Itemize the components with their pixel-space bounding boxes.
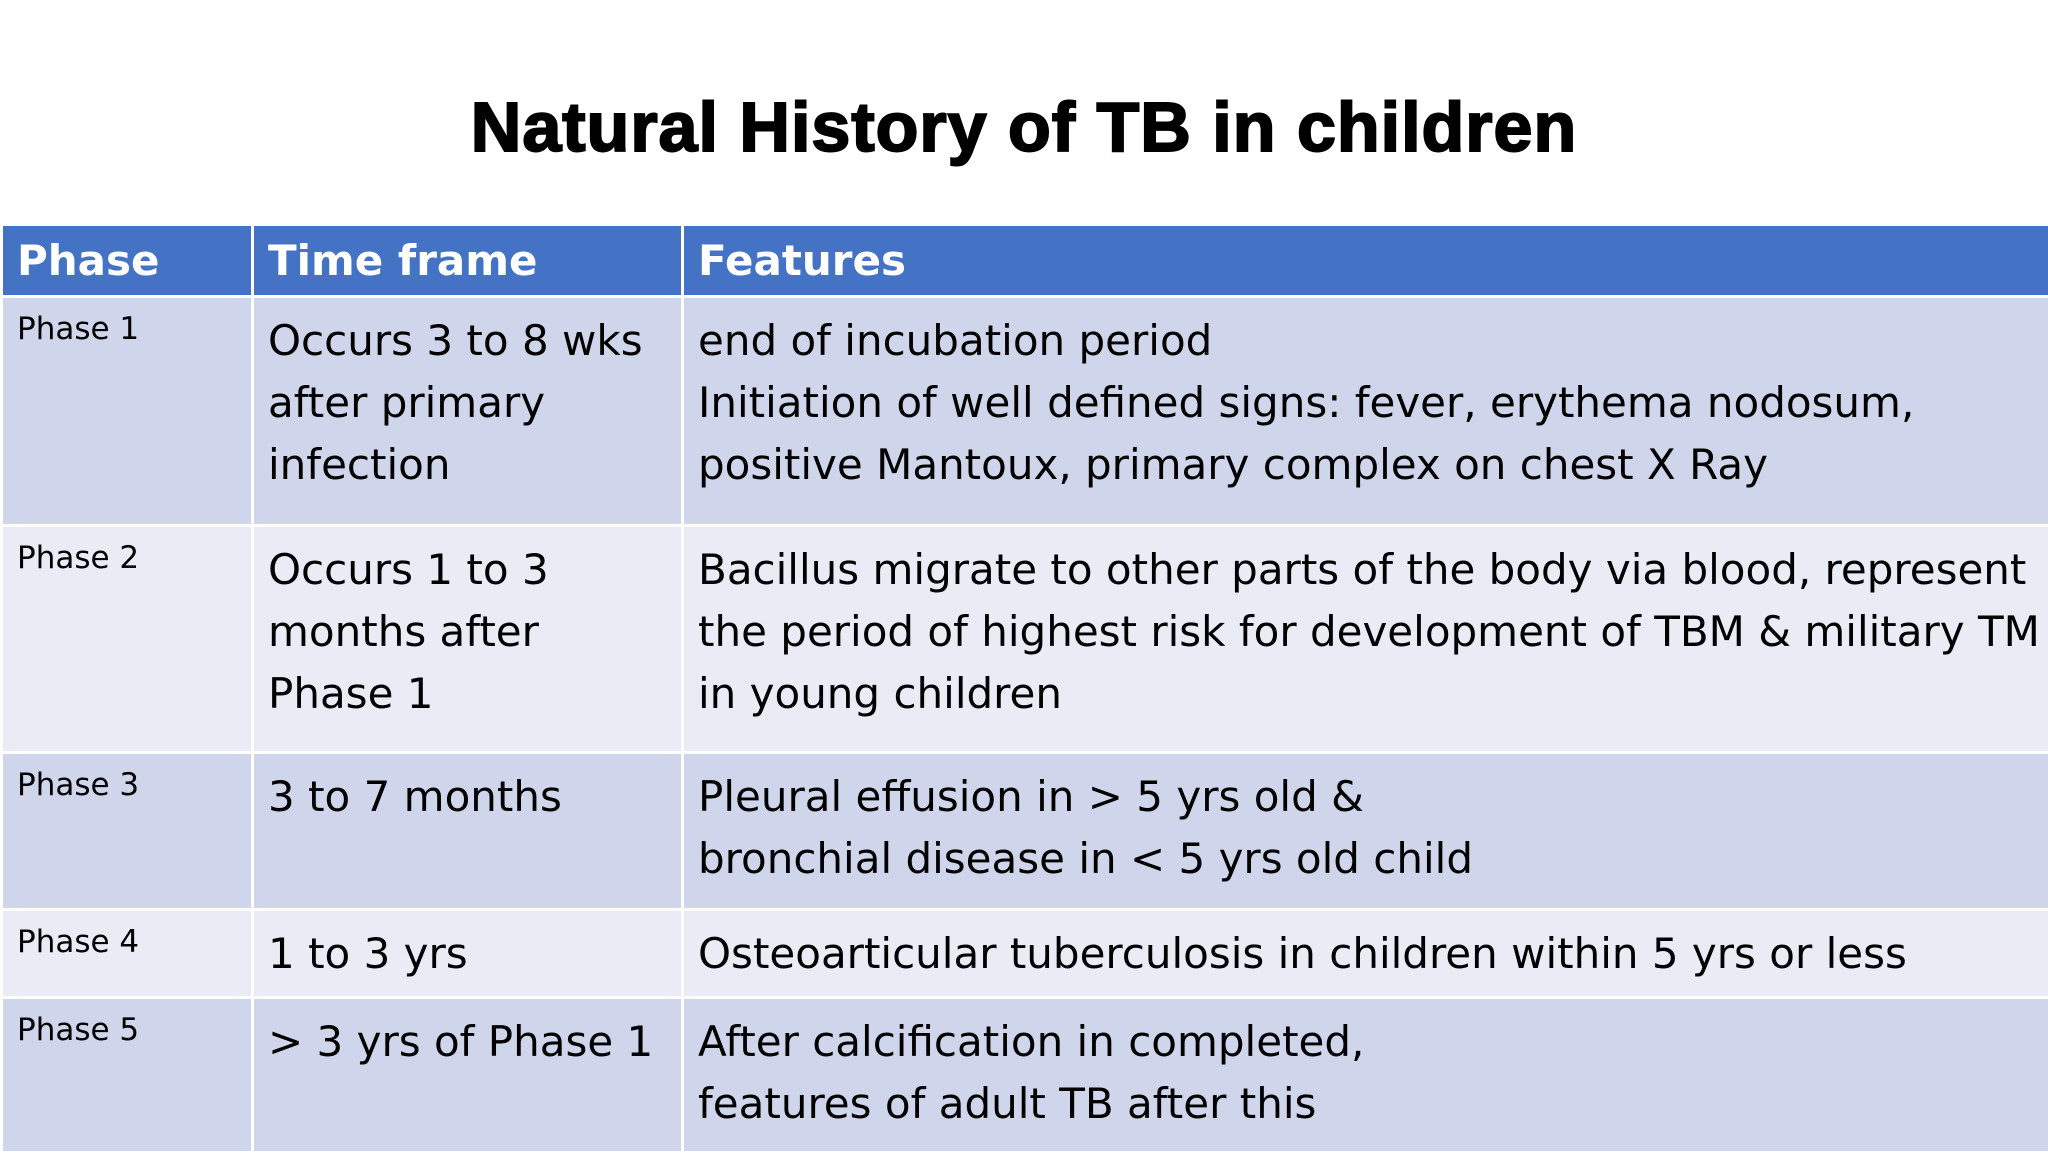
- time-frame-line: Phase 1: [268, 663, 667, 725]
- header-phase: Phase: [2, 225, 253, 297]
- features-cell: [683, 998, 2048, 1153]
- features-line: Initiation of well defined signs: fever, erythema nodosum,: [698, 372, 2034, 434]
- time-frame-line: Occurs 3 to 8 wks: [268, 310, 667, 372]
- phase-cell: Phase 3: [2, 753, 253, 910]
- time-frame-cell: [253, 526, 683, 753]
- table-row: [2, 297, 2048, 526]
- time-frame-cell: [253, 297, 683, 526]
- time-frame-line: after primary: [268, 372, 667, 434]
- features-line: features of adult TB after this: [698, 1073, 2034, 1135]
- features-line: end of incubation period: [698, 310, 2034, 372]
- time-frame-line: months after: [268, 601, 667, 663]
- table-row: [2, 910, 2048, 998]
- features-cell: [683, 910, 2048, 998]
- time-frame-line: infection: [268, 434, 667, 496]
- tb-phases-table: [0, 223, 2048, 1154]
- features-cell: [683, 526, 2048, 753]
- features-line: After calcification in completed,: [698, 1011, 2034, 1073]
- features-line: Osteoarticular tuberculosis in children within 5 yrs or less: [698, 923, 2034, 985]
- table-header-row: [2, 225, 2048, 297]
- features-line: positive Mantoux, primary complex on chest X Ray: [698, 434, 2034, 496]
- features-cell: [683, 753, 2048, 910]
- table-row: [2, 753, 2048, 910]
- time-frame-cell: [253, 998, 683, 1153]
- header-features: Features: [683, 225, 2048, 297]
- phase-cell: Phase 1: [2, 297, 253, 526]
- phase-cell: Phase 2: [2, 526, 253, 753]
- features-line: in young children: [698, 663, 2034, 725]
- table-row: [2, 998, 2048, 1153]
- time-frame-line: 1 to 3 yrs: [268, 923, 667, 985]
- time-frame-cell: [253, 910, 683, 998]
- slide-title: Natural History of TB in children: [0, 82, 2048, 172]
- phase-cell: Phase 5: [2, 998, 253, 1153]
- time-frame-line: Occurs 1 to 3: [268, 539, 667, 601]
- phase-cell: Phase 4: [2, 910, 253, 998]
- time-frame-cell: [253, 753, 683, 910]
- features-line: the period of highest risk for development of TBM & military TM: [698, 601, 2034, 663]
- time-frame-line: > 3 yrs of Phase 1: [268, 1011, 667, 1073]
- features-line: Bacillus migrate to other parts of the body via blood, represent: [698, 539, 2034, 601]
- features-cell: [683, 297, 2048, 526]
- features-line: bronchial disease in < 5 yrs old child: [698, 828, 2034, 890]
- time-frame-line: 3 to 7 months: [268, 766, 667, 828]
- table-row: [2, 526, 2048, 753]
- features-line: Pleural effusion in > 5 yrs old &: [698, 766, 2034, 828]
- header-time-frame: Time frame: [253, 225, 683, 297]
